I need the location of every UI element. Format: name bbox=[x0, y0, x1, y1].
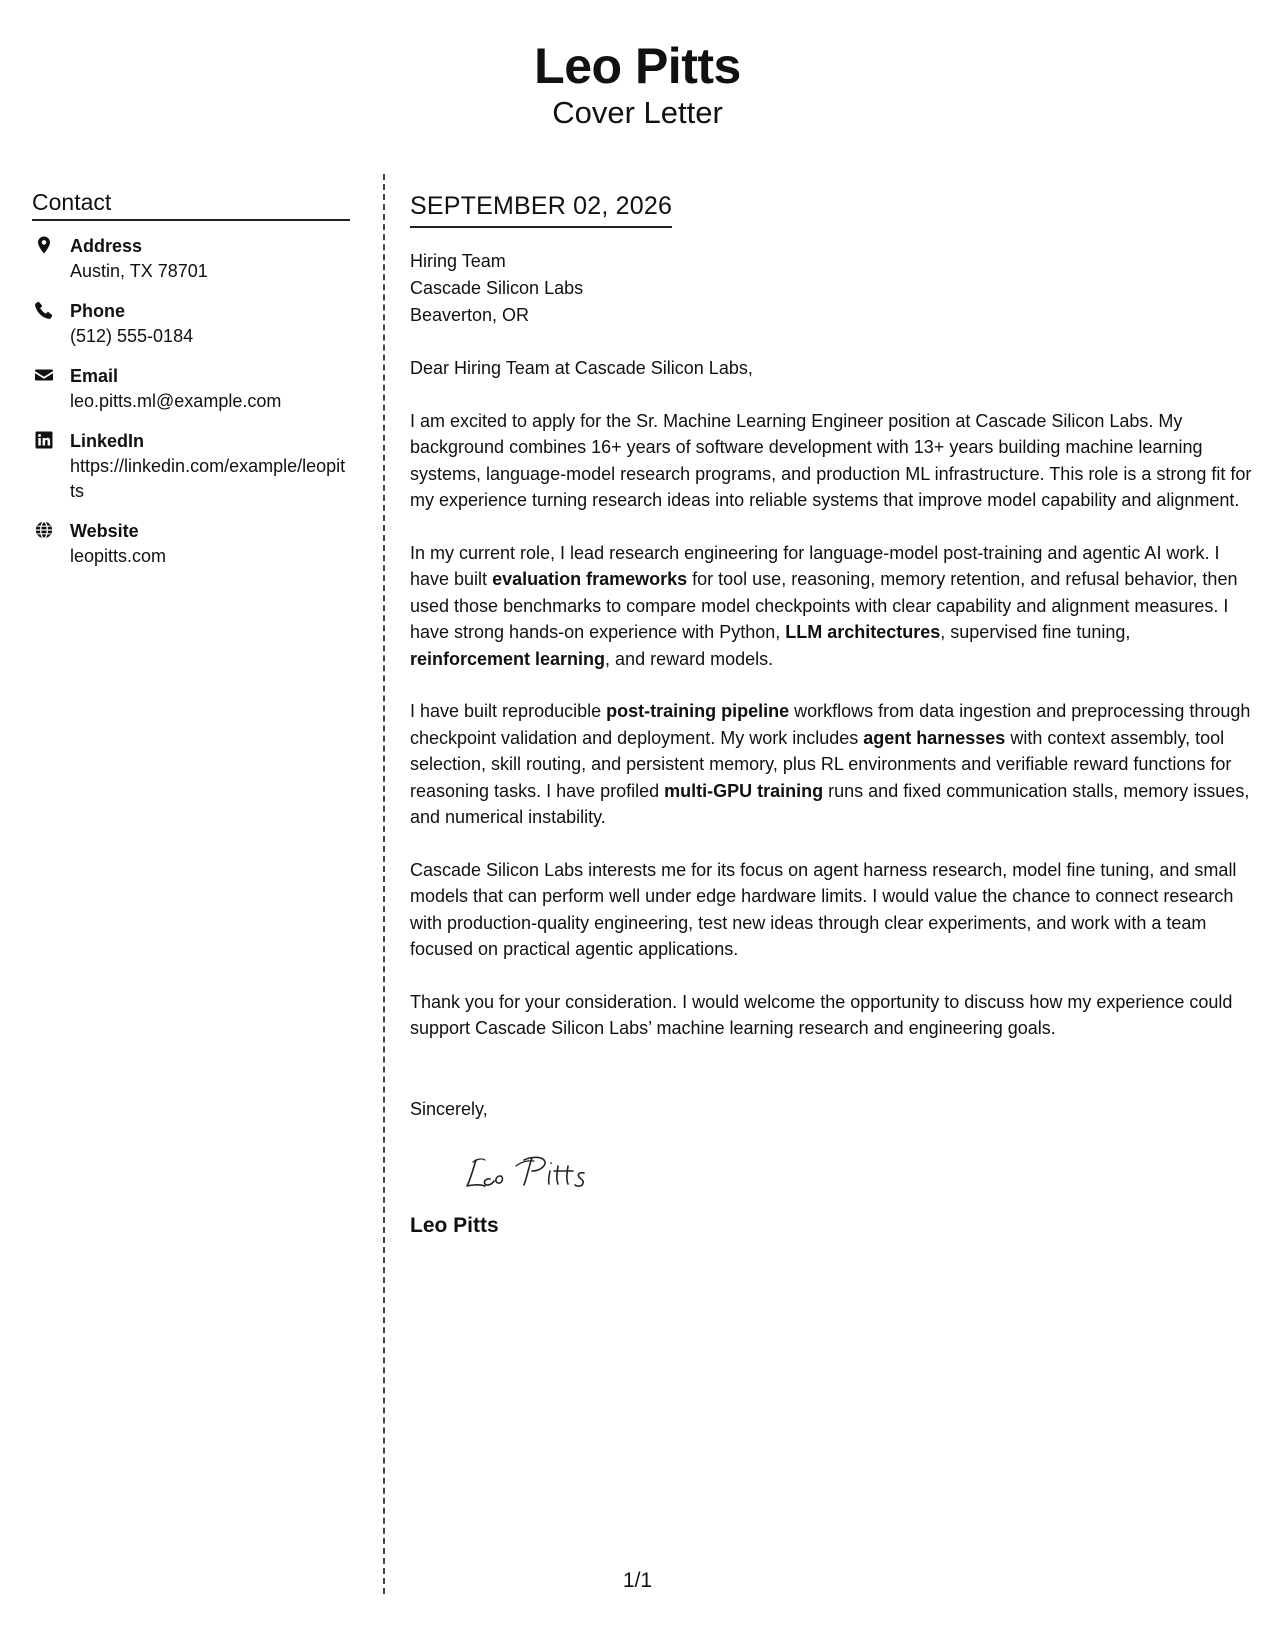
bold-phrase: evaluation frameworks bbox=[492, 569, 688, 589]
map-pin-icon bbox=[34, 235, 54, 255]
contact-label: Email bbox=[70, 366, 119, 386]
recipient-block bbox=[410, 248, 1252, 329]
recipient-line: Cascade Silicon Labs bbox=[410, 278, 584, 298]
letter-paragraph bbox=[410, 540, 1252, 673]
text-run: In my current role, I lead research engineering for language-model post-training and agentic AI work. I have built bbox=[410, 542, 1220, 589]
salutation: Dear Hiring Team at Cascade Silicon Labs, bbox=[410, 358, 753, 378]
text-run: Thank you for your consideration. I would welcome the opportunity to discuss how my experience could support Cascade Silicon Labs’ machine learning research and engineering goals. bbox=[410, 991, 1233, 1038]
contact-item-address bbox=[32, 233, 350, 284]
envelope-icon bbox=[34, 365, 54, 385]
bold-phrase: agent harnesses bbox=[863, 727, 1006, 748]
letter-paragraph bbox=[410, 408, 1252, 514]
text-run: , and reward models. bbox=[605, 648, 774, 669]
globe-icon bbox=[34, 520, 54, 540]
text-run: with context assembly, tool selection, skill routing, and persistent memory, plus RL environments and verifiable reward functions for reasoning tasks. I have profiled bbox=[410, 727, 1232, 801]
contact-sidebar bbox=[32, 188, 350, 583]
contact-item-phone bbox=[32, 298, 350, 349]
bold-phrase: LLM architectures bbox=[785, 622, 941, 642]
letter-paragraph bbox=[410, 857, 1252, 963]
letter-paragraph bbox=[410, 698, 1252, 831]
contact-label: Phone bbox=[70, 301, 126, 321]
linkedin-icon bbox=[34, 430, 54, 450]
text-run: , supervised fine tuning, bbox=[940, 622, 1131, 642]
applicant-name: Leo Pitts bbox=[534, 38, 741, 94]
recipient-line: Beaverton, OR bbox=[410, 305, 530, 325]
bold-phrase: reinforcement learning bbox=[410, 648, 606, 669]
text-run: Cascade Silicon Labs interests me for its focus on agent harness research, model fine tuning, and small models that can perform well under edge hardware limits. I would value the chance to connect research with production-quality engineering, test new ideas through clear experiments, and work with a team focused on practical agentic applications. bbox=[410, 859, 1237, 959]
phone-icon bbox=[34, 300, 54, 320]
contact-item-website bbox=[32, 518, 350, 569]
page-number: 1/1 bbox=[622, 1569, 653, 1592]
contact-item-linkedin bbox=[32, 428, 350, 504]
letter-paragraph bbox=[410, 989, 1252, 1042]
bold-phrase: multi-GPU training bbox=[664, 780, 824, 801]
text-run: I am excited to apply for the Sr. Machine Learning Engineer position at Cascade Silicon Labs. My background combines 16+ years of software development with 13+ years building machine learning systems, language-model research programs, and production ML infrastructure. This role is a strong fit for my experience turning research ideas into reliable systems that improve model capability and alignment. bbox=[410, 410, 1252, 510]
contact-label: Website bbox=[70, 521, 139, 541]
contact-value: (512) 555-0184 bbox=[70, 326, 194, 346]
text-run: runs and fixed communication stalls, memory issues, and numerical instability. bbox=[410, 780, 1250, 827]
signer-name: Leo Pitts bbox=[410, 1213, 499, 1237]
bold-phrase: post-training pipeline bbox=[606, 701, 790, 721]
contact-value: Austin, TX 78701 bbox=[70, 261, 208, 281]
closing: Sincerely, bbox=[410, 1098, 488, 1119]
contact-label: LinkedIn bbox=[70, 431, 145, 451]
column-divider bbox=[383, 174, 385, 1594]
handwritten-signature bbox=[460, 1146, 630, 1202]
text-run: for tool use, reasoning, memory retention, and refusal behavior, then used those benchmarks to compare model checkpoints with clear capability and alignment measures. I have strong hands-on experience with Python, bbox=[410, 569, 1238, 642]
text-run: workflows from data ingestion and preprocessing through checkpoint validation and deployment. My work includes bbox=[410, 701, 1251, 748]
letter-body bbox=[410, 190, 1252, 1240]
contact-label: Address bbox=[70, 236, 143, 256]
recipient-line: Hiring Team bbox=[410, 251, 506, 271]
contact-heading: Contact bbox=[32, 188, 350, 221]
contact-value: leo.pitts.ml@example.com bbox=[70, 391, 282, 411]
document-subtitle: Cover Letter bbox=[552, 95, 723, 130]
letter-date: SEPTEMBER 02, 2026 bbox=[410, 190, 672, 228]
contact-value: leopitts.com bbox=[70, 546, 167, 566]
contact-value: https://linkedin.com/example/leopitts bbox=[70, 456, 346, 501]
text-run: I have built reproducible bbox=[410, 701, 607, 721]
contact-item-email bbox=[32, 363, 350, 414]
